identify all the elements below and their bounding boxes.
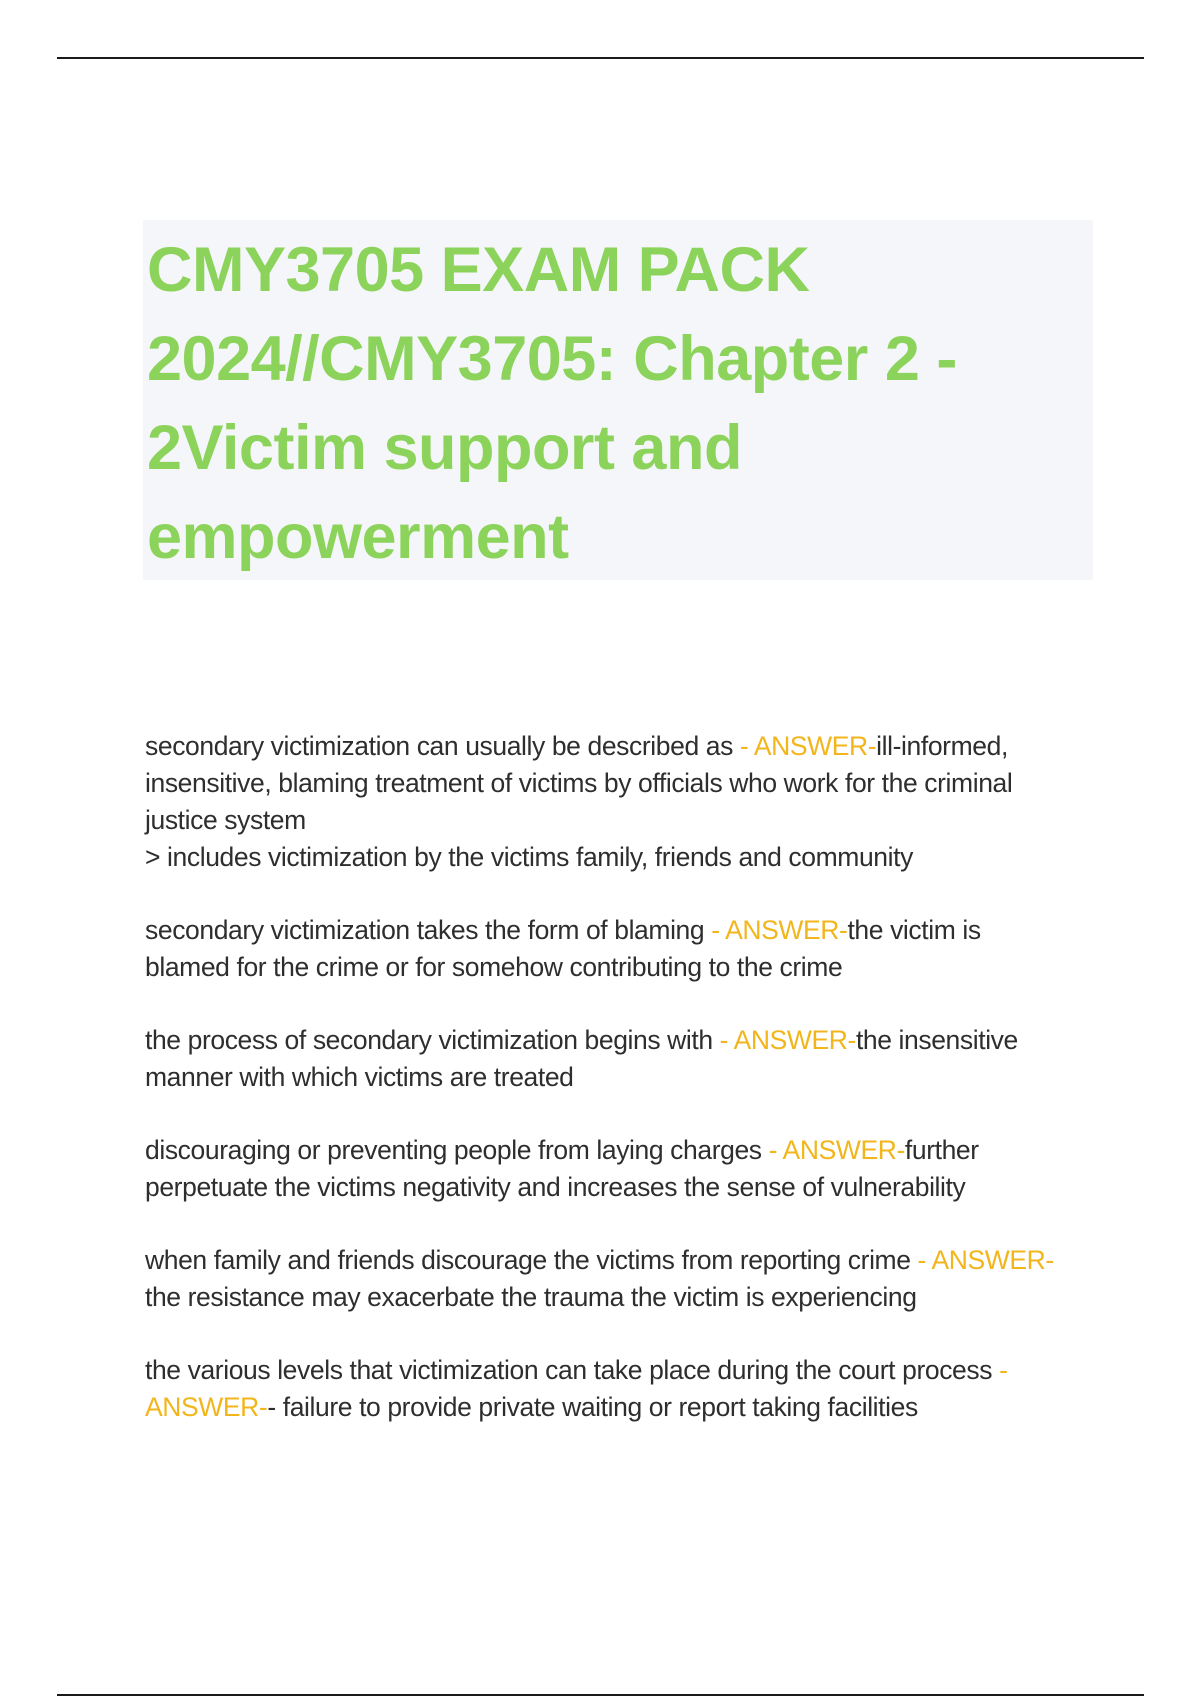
answer-marker: - ANSWER-: [917, 1245, 1054, 1275]
top-rule: [57, 57, 1144, 59]
answer-text: further: [904, 1135, 979, 1165]
answer-text: the insensitive: [855, 1025, 1018, 1055]
answer-marker: - ANSWER-: [719, 1025, 856, 1055]
qa-line: [145, 1132, 1105, 1169]
qa-item: [145, 728, 1105, 876]
qa-line: [145, 1352, 1105, 1389]
answer-text: blamed for the crime or for somehow contributing to the crime: [145, 952, 843, 982]
answer-text: manner with which victims are treated: [145, 1062, 574, 1092]
title-line: 2024//CMY3705: Chapter 2 -: [147, 324, 957, 394]
answer-marker: -: [999, 1355, 1008, 1385]
answer-text: perpetuate the victims negativity and increases the sense of vulnerability: [145, 1172, 966, 1202]
title-line: CMY3705 EXAM PACK: [147, 235, 810, 305]
answer-text: > includes victimization by the victims family, friends and community: [145, 842, 913, 872]
qa-item: [145, 912, 1105, 986]
qa-line: [145, 728, 1105, 765]
qa-item: [145, 1242, 1105, 1316]
question-text: the process of secondary victimization begins with: [145, 1025, 720, 1055]
qa-line: [145, 1022, 1105, 1059]
question-text: when family and friends discourage the victims from reporting crime: [145, 1245, 918, 1275]
answer-text: - failure to provide private waiting or report taking facilities: [267, 1392, 918, 1422]
document-title: [147, 226, 1089, 582]
qa-item: [145, 1132, 1105, 1206]
answer-marker: - ANSWER-: [768, 1135, 905, 1165]
qa-line: [145, 1389, 1105, 1426]
question-text: discouraging or preventing people from laying charges: [145, 1135, 769, 1165]
answer-text: justice system: [145, 805, 306, 835]
qa-item: [145, 1352, 1105, 1426]
qa-list: [145, 728, 1105, 1462]
title-block: [143, 220, 1093, 580]
answer-text: ill-informed,: [876, 731, 1008, 761]
question-text: the various levels that victimization can take place during the court process: [145, 1355, 1000, 1385]
answer-marker: - ANSWER-: [739, 731, 877, 761]
bottom-rule: [57, 1694, 1144, 1696]
title-line: empowerment: [147, 502, 569, 572]
answer-text: insensitive, blaming treatment of victims by officials who work for the criminal: [145, 768, 1013, 798]
title-line: 2Victim support and: [147, 413, 742, 483]
qa-line: [145, 912, 1105, 949]
qa-item: [145, 1022, 1105, 1096]
question-text: secondary victimization takes the form of blaming: [145, 915, 712, 945]
answer-marker: ANSWER-: [145, 1392, 268, 1422]
answer-text: the victim is: [847, 915, 981, 945]
answer-text: the resistance may exacerbate the trauma the victim is experiencing: [145, 1282, 917, 1312]
answer-marker: - ANSWER-: [711, 915, 848, 945]
qa-line: [145, 1242, 1105, 1279]
question-text: secondary victimization can usually be described as: [145, 731, 740, 761]
